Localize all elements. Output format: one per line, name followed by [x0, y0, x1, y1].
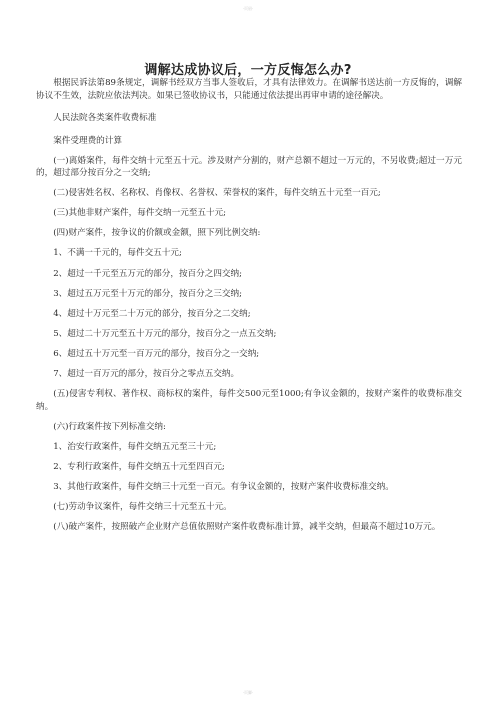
paragraph-item-1: (一)离婚案件，每件交纳十元至五十元。涉及财产分割的，财产总额不超过一万元的，不另收费;超过一万元的，超过部分按百分之一交纳; [36, 155, 462, 179]
paragraph-admin-2: 2、专利行政案件，每件交纳五十元至四百元; [53, 461, 225, 472]
paragraph-rate-6: 6、超过五十万元至一百万元的部分，按百分之一交纳; [53, 348, 260, 359]
paragraph-rate-2: 2、超过一千元至五万元的部分，按百分之四交纳; [53, 268, 243, 279]
paragraph-rate-7: 7、超过一百万元的部分，按百分之零点五交纳。 [53, 369, 240, 380]
page-header-mark: ·页眉· [242, 6, 254, 11]
page-footer-mark: ·页脚· [242, 690, 254, 695]
paragraph-item-4: (四)财产案件，按争议的价额或金额，照下列比例交纳: [53, 228, 261, 239]
paragraph-item-7: (七)劳动争议案件，每件交纳三十元至五十元。 [53, 502, 232, 513]
paragraph-item-5: (五)侵害专利权、著作权、商标权的案件，每件交500元至1000;有争议金额的，按财产案件的收费标准交纳。 [36, 389, 462, 412]
paragraph-rate-4: 4、超过十万元至二十万元的部分，按百分之二交纳; [53, 308, 251, 319]
paragraph-item-6: (六)行政案件按下列标准交纳: [53, 421, 166, 432]
paragraph-item-8: (八)破产案件，按照破产企业财产总值依照财产案件收费标准计算，减半交纳，但最高不超过10万元。 [53, 522, 441, 533]
paragraph-rate-1: 1、不满一千元的，每件交五十元; [53, 248, 182, 259]
document-title: 调解达成协议后，一方反悔怎么办? [144, 62, 352, 78]
paragraph-heading-fees: 人民法院各类案件收费标准 [53, 113, 157, 123]
paragraph-admin-3: 3、其他行政案件，每件交纳三十元至一百元。有争议金额的，按财产案件收费标准交纳。 [53, 482, 394, 492]
document-body [36, 77, 462, 541]
paragraph-item-2: (二)侵害姓名权、名称权、肖像权、名誉权、荣誉权的案件，每件交纳五十元至一百元; [53, 188, 381, 199]
paragraph-rate-3: 3、超过五万元至十万元的部分，按百分之三交纳; [53, 288, 243, 299]
paragraph-admin-1: 1、治安行政案件，每件交纳五元至三十元; [53, 441, 217, 452]
paragraph-intro: 根据民诉法第89条规定，调解书经双方当事人签收后，才具有法律效力。在调解书送达前一方反悔的，调解协议不生效，法院应依法判决。如果已签收协议书，只能通过依法提出再审申请的途径解决。 [36, 78, 462, 101]
paragraph-heading-calculation: 案件受理费的计算 [53, 135, 122, 146]
paragraph-item-3: (三)其他非财产案件，每件交纳一元至五十元; [53, 208, 227, 219]
paragraph-rate-5: 5、超过二十万元至五十万元的部分，按百分之一点五交纳; [53, 328, 277, 339]
